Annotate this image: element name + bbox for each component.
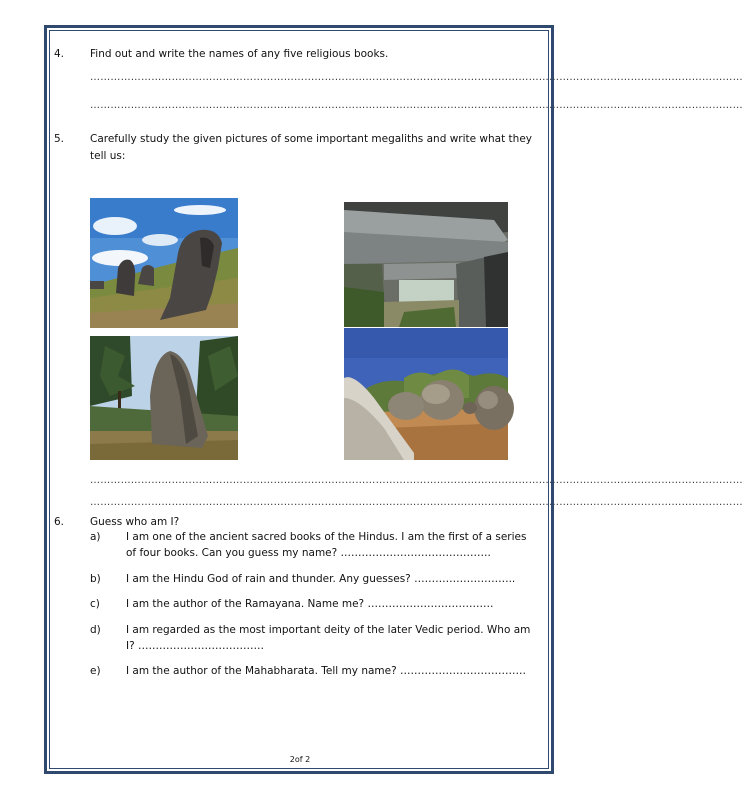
q5-text-line-1: Carefully study the given pictures of some important megaliths and write what they xyxy=(90,133,533,145)
megalith-photo-boulders xyxy=(344,328,508,460)
q4-number: 4. xyxy=(54,48,65,60)
q6-item-b-label: b) xyxy=(90,573,101,585)
q4-answer-line-1[interactable]: ………………………………………………………………………………………………………………………………………………………………………… xyxy=(90,72,743,83)
q5-answer-line-2[interactable]: ………………………………………………………………………………………………………………………………………………………………………… xyxy=(90,497,743,508)
q5-text-line-2: tell us: xyxy=(90,150,126,162)
q6-item-e-label: e) xyxy=(90,665,101,677)
q6-heading: Guess who am I? xyxy=(90,516,180,528)
q6-item-e-line-1: I am the author of the Mahabharata. Tell my name? ……………………………… xyxy=(126,665,527,677)
q4-answer-line-2[interactable]: ………………………………………………………………………………………………………………………………………………………………………… xyxy=(90,100,743,111)
q6-item-d-line-2: I? ……………………………… xyxy=(126,640,265,652)
q6-item-a-line-2: of four books. Can you guess my name? ……………………………………. xyxy=(126,547,491,559)
q6-item-b-line-1: I am the Hindu God of rain and thunder. Any guesses? ……………………….. xyxy=(126,573,516,585)
q6-item-c-label: c) xyxy=(90,598,100,610)
q5-answer-line-1[interactable]: ………………………………………………………………………………………………………………………………………………………………………… xyxy=(90,475,743,486)
page-number: 2of 2 xyxy=(289,755,311,764)
q6-item-a-line-1: I am one of the ancient sacred books of the Hindus. I am the first of a series xyxy=(126,531,527,543)
megalith-photo-dolmen xyxy=(344,202,508,327)
q6-item-a-label: a) xyxy=(90,531,101,543)
q4-text: Find out and write the names of any five religious books. xyxy=(90,48,389,60)
q5-number: 5. xyxy=(54,133,65,145)
q6-number: 6. xyxy=(54,516,65,528)
q6-item-d-label: d) xyxy=(90,624,101,636)
q6-item-c-line-1: I am the author of the Ramayana. Name me? ……………………………… xyxy=(126,598,494,610)
q6-item-d-line-1: I am regarded as the most important deity of the later Vedic period. Who am xyxy=(126,624,531,636)
megalith-photo-moai xyxy=(90,198,238,328)
megalith-photo-menhir xyxy=(90,336,238,460)
